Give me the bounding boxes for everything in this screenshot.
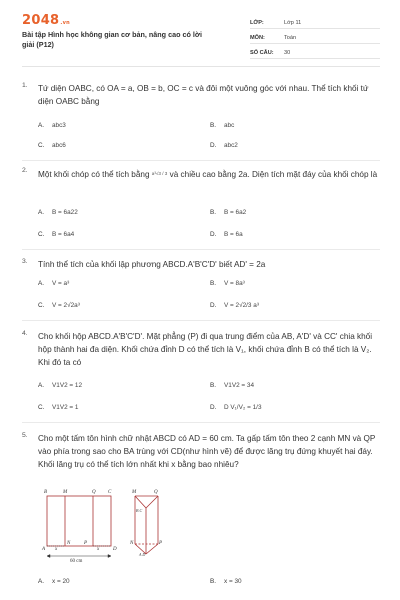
option-label: C. — [38, 231, 45, 238]
q5-option-a[interactable] — [38, 578, 70, 585]
option-d[interactable] — [210, 231, 243, 238]
question-text: Cho khối hộp ABCD.A'B'C'D'. Mặt phẳng (P) đi qua trung điểm của AB, A'D' và CC' chia khối hộp thành hai đa diện. Khối chứa đỉnh D có thể tích là V₁, khối chứa đỉnh B có thể tích là V₂. Khi đó ta có — [38, 332, 373, 367]
label-n: N — [67, 541, 71, 546]
option-text: abc6 — [52, 142, 66, 149]
question-divider — [22, 422, 380, 423]
question-number: 2. — [22, 167, 28, 174]
option-a[interactable] — [38, 209, 78, 216]
option-c[interactable] — [38, 404, 78, 411]
label-m: M — [63, 490, 68, 495]
option-text: abc3 — [52, 122, 66, 129]
question-divider — [22, 160, 380, 161]
option-c[interactable] — [38, 142, 66, 149]
option-d[interactable] — [210, 142, 238, 149]
meta-row-class — [250, 14, 380, 29]
option-a[interactable] — [38, 382, 82, 389]
folded-sheet-figure — [40, 486, 180, 568]
label-d: D — [113, 547, 117, 552]
label-width: 60 cm — [70, 559, 83, 564]
option-text: B = 6a22 — [52, 209, 78, 216]
prism-label-n: N — [130, 541, 134, 546]
option-b[interactable] — [210, 382, 254, 389]
option-text: abc2 — [224, 142, 238, 149]
option-b[interactable] — [210, 280, 245, 287]
option-text: V1V2 = 12 — [52, 382, 83, 389]
option-text: V1V2 = 1 — [52, 404, 79, 411]
option-text: x = 20 — [52, 578, 70, 585]
document-header — [0, 0, 400, 62]
site-logo[interactable] — [22, 13, 70, 28]
question-divider — [22, 320, 380, 321]
option-label: D. — [210, 404, 217, 411]
meta-key: LỚP: — [250, 20, 264, 26]
meta-row-subject — [250, 29, 380, 44]
option-label: B. — [210, 578, 217, 585]
prism-label-m: M — [132, 490, 137, 495]
option-text: B = 6a2 — [224, 209, 247, 216]
question-number: 1. — [22, 82, 28, 89]
option-c[interactable] — [38, 231, 74, 238]
option-label: B. — [210, 280, 217, 287]
q5-option-b[interactable] — [210, 578, 242, 585]
prism-label-q: Q — [154, 490, 158, 495]
option-label: C. — [38, 302, 45, 309]
option-label: A. — [38, 280, 45, 287]
option-b[interactable] — [210, 122, 234, 129]
prism-label-ad: A D — [139, 552, 146, 557]
question-text: Cho một tấm tôn hình chữ nhật ABCD có AD = 60 cm. Ta gấp tấm tôn theo 2 cạnh MN và QP vào phía trong sao cho BA trùng với CD(như hình vẽ) để được lăng trụ đứng khuyết hai đáy. Khối lăng trụ có thể tích lớn nhất khi x bằng bao nhiêu? — [38, 434, 376, 469]
label-q: Q — [92, 490, 96, 495]
document-title: Bài tập Hình học không gian cơ bản, nâng cao có lời giải (P12) — [22, 30, 202, 49]
option-label: B. — [210, 122, 217, 129]
sheet-outline — [47, 496, 111, 546]
question-number: 3. — [22, 258, 28, 265]
prism-bottom-right — [146, 544, 158, 554]
inline-fraction: a³√3 / 3 — [151, 171, 168, 176]
prism-top-right — [146, 496, 158, 508]
logo-suffix: .vn — [60, 20, 71, 26]
header-divider — [22, 66, 380, 67]
option-c[interactable] — [38, 302, 80, 309]
label-p: P — [84, 541, 88, 546]
label-c: C — [108, 490, 112, 495]
question-text-before: Một khối chóp có thể tích bằng — [38, 170, 150, 179]
question-text: Tứ diện OABC, có OA = a, OB = b, OC = c và đôi một vuông góc với nhau. Thể tích khối tứ diện OABC bằng — [38, 84, 369, 106]
option-d[interactable] — [210, 404, 262, 411]
question-text: Tính thể tích của khối lập phương ABCD.A'B'C'D' biết AD' = 2a — [38, 260, 266, 269]
option-text: B = 6a4 — [52, 231, 75, 238]
meta-key: MÔN: — [250, 35, 265, 41]
option-text: B = 6a — [224, 231, 243, 238]
meta-row-count — [250, 44, 380, 59]
option-label: D. — [210, 231, 217, 238]
prism-label-p: P — [159, 541, 163, 546]
question-divider — [22, 249, 380, 250]
option-text: V = 8a³ — [224, 280, 245, 287]
option-label: A. — [38, 122, 45, 129]
meta-value: Toán — [284, 35, 297, 41]
option-label: A. — [38, 382, 45, 389]
meta-value: 30 — [284, 50, 291, 56]
prism-label-bc: B C — [136, 508, 143, 513]
option-label: A. — [38, 578, 45, 585]
option-text: V = 2√2/3 a³ — [224, 302, 259, 309]
meta-key: SỐ CÂU: — [250, 50, 274, 56]
label-x-right: x — [97, 547, 100, 552]
question-number: 4. — [22, 330, 28, 337]
question-text — [38, 167, 378, 181]
option-a[interactable] — [38, 122, 66, 129]
label-a: A — [42, 547, 46, 552]
option-label: B. — [210, 209, 217, 216]
option-label: D. — [210, 302, 217, 309]
option-text: V1V2 = 34 — [224, 382, 255, 389]
option-b[interactable] — [210, 209, 246, 216]
option-label: C. — [38, 404, 45, 411]
meta-value: Lớp 11 — [284, 20, 302, 26]
option-label: B. — [210, 382, 217, 389]
document-meta — [250, 14, 380, 59]
option-d[interactable] — [210, 302, 259, 309]
arrow-left-icon — [47, 555, 50, 558]
option-label: A. — [38, 209, 45, 216]
option-text: abc — [224, 122, 235, 129]
option-a[interactable] — [38, 280, 69, 287]
option-text: V = 2√2a³ — [52, 302, 80, 309]
question-number: 5. — [22, 432, 28, 439]
option-text: x = 30 — [224, 578, 242, 585]
label-x-left: x — [55, 547, 58, 552]
label-b: B — [44, 490, 48, 495]
option-text: D V₁/V₂ = 1/3 — [224, 404, 262, 411]
option-label: D. — [210, 142, 217, 149]
option-label: C. — [38, 142, 45, 149]
option-text: V = a³ — [52, 280, 70, 287]
arrow-right-icon — [108, 555, 111, 558]
question-text-after: và chiều cao bằng 2a. Diện tích mặt đáy của khối chóp là — [169, 170, 378, 179]
prism-top-left — [135, 496, 146, 508]
logo-text: 2048 — [22, 13, 60, 28]
